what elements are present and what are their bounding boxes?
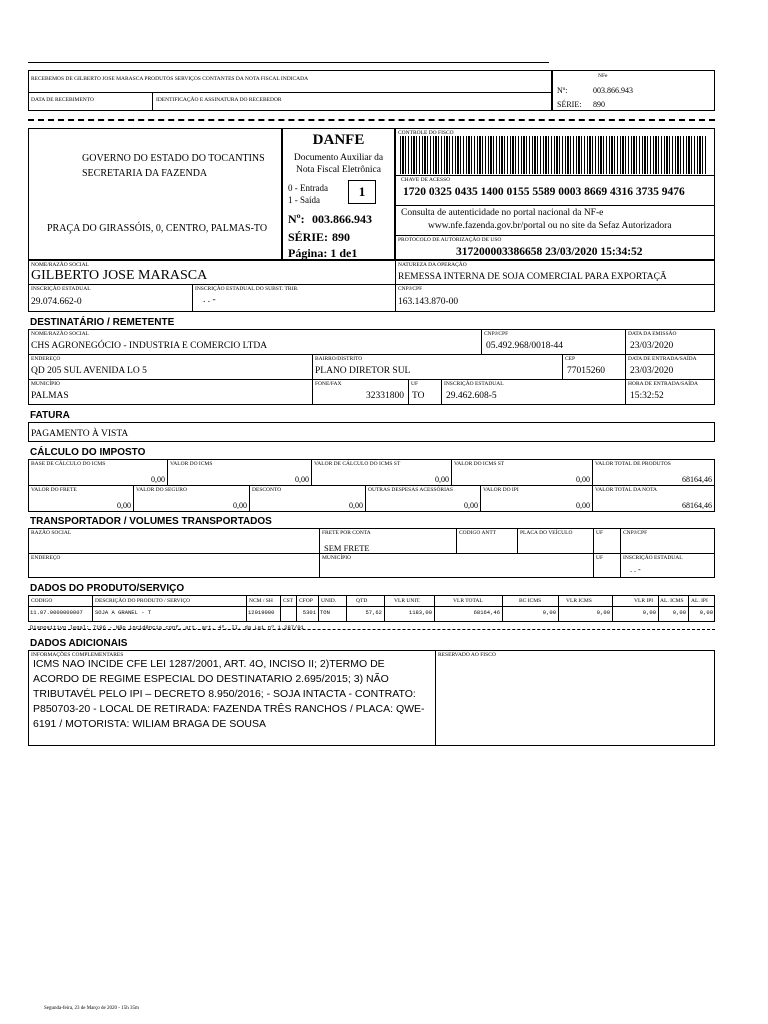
imp-desconto-label: DESCONTO	[252, 487, 282, 493]
dest-bairro: PLANO DIRETOR SUL	[315, 366, 411, 376]
imp-total-nota: 68164,46	[682, 501, 712, 510]
imp-seguro-label: VALOR DO SEGURO	[136, 487, 187, 493]
dest-cep-label: CEP	[565, 356, 576, 362]
divider	[280, 595, 281, 622]
fisco-box	[435, 650, 715, 746]
imp-ipi: 0,00	[576, 501, 590, 510]
prod-vlr-icms: 0,00	[596, 609, 610, 616]
divider	[28, 485, 715, 486]
consulta-2: www.nfe.fazenda.gov.br/portal ou no site da Sefaz Autorizadora	[428, 221, 672, 231]
divider	[395, 260, 396, 312]
imp-total-prod: 68164,46	[682, 475, 712, 484]
natureza: REMESSA INTERNA DE SOJA COMERCIAL PARA EXPORTAÇÃ	[398, 272, 667, 282]
canhoto-numero: 003.866.943	[593, 86, 633, 95]
divider	[28, 354, 715, 355]
identificacao-label: IDENTIFICAÇÃO E ASSINATURA DO RECEBEDOR	[156, 97, 282, 103]
prod-vlr-ipi: 0,00	[642, 609, 656, 616]
divider	[408, 379, 409, 405]
transp-razao-label: RAZÃO SOCIAL	[31, 530, 72, 536]
top-rule	[28, 62, 549, 63]
transp-ie: . . -	[630, 565, 641, 574]
cnpj-label: CNPJ/CPF	[398, 286, 423, 292]
prod-header-vlr-unit: VLR UNIT.	[394, 598, 421, 604]
divider	[517, 528, 518, 553]
prod-obs: Dispositivo legal: 7196 - Não incidência conf. art. art. 4º, II, da Lei nº 1.287/01	[30, 624, 304, 631]
prod-vlr-total: 68164,46	[473, 609, 500, 616]
dest-nome-label: NOME/RAZÃO SOCIAL	[31, 331, 89, 337]
imp-base-icms: 0,00	[151, 475, 165, 484]
transp-placa-label: PLACA DO VEÍCULO	[520, 530, 573, 536]
canhoto-serie: 890	[593, 100, 605, 109]
divider	[441, 379, 442, 405]
prod-header-cst: CST	[283, 598, 294, 604]
dest-cnpj: 05.492.968/0018-44	[486, 341, 564, 351]
prod-vlr-unit: 1183,00	[408, 609, 432, 616]
imp-frete: 0,00	[117, 501, 131, 510]
dest-emissao: 23/03/2020	[630, 341, 674, 351]
dest-hora: 15:32:52	[630, 391, 664, 401]
emitente-endereco: PRAÇA DO GIRASSÓIS, 0, CENTRO, PALMAS-TO	[47, 223, 268, 234]
divider	[192, 284, 193, 312]
danfe-tipo: 1	[358, 184, 366, 199]
divider	[481, 329, 482, 354]
dest-bairro-label: BAIRRO/DISTRITO	[315, 356, 363, 362]
canhoto-recebemos: RECEBEMOS DE GILBERTO JOSE MARASCA PRODUTOS SERVIÇOS CONTANTES DA NOTA FISCAL INDICADA	[31, 76, 309, 82]
info-label: INFORMAÇÕES COMPLEMENTARES	[31, 652, 124, 658]
divider	[28, 284, 715, 285]
canhoto-serie-label: SÉRIE:	[557, 100, 582, 109]
dest-endereco-label: ENDEREÇO	[31, 356, 61, 362]
produtos-title: DADOS DO PRODUTO/SERVIÇO	[30, 583, 185, 594]
prod-header-cfop: CFOP	[299, 598, 313, 604]
danfe-serie: 890	[332, 230, 350, 244]
imp-icms-label: VALOR DO ICMS	[170, 461, 213, 467]
ie-st: . . -	[203, 295, 216, 305]
transp-frete: SEM FRETE	[324, 543, 370, 553]
dest-fone: 32331800	[366, 391, 404, 401]
protocolo: 317200003386658 23/03/2020 15:34:52	[456, 246, 643, 258]
prod-ncm: 12019000	[248, 609, 275, 616]
divider	[246, 595, 247, 622]
fisco-label: RESERVADO AO FISCO	[438, 652, 496, 658]
dest-nome: CHS AGRONEGÓCIO - INDUSTRIA E COMERCIO LTDA	[31, 341, 268, 351]
canhoto-nfe-label: NFe	[598, 73, 608, 79]
prod-al-icms: 0,00	[672, 609, 686, 616]
emitente-secretaria: SECRETARIA DA FAZENDA	[82, 168, 208, 179]
dest-cnpj-label: CNPJ/CPF	[484, 331, 509, 337]
emitente-box	[28, 128, 282, 260]
emitente-nome: GILBERTO JOSE MARASCA	[31, 268, 208, 283]
dest-cep: 77015260	[567, 366, 605, 376]
divider	[28, 92, 552, 93]
transp-ie-label: INSCRIÇÃO ESTADUAL	[623, 555, 683, 561]
prod-header-unid: UNID.	[321, 598, 337, 604]
prod-header-al-icms: AL. ICMS	[660, 598, 684, 604]
imp-frete-label: VALOR DO FRETE	[31, 487, 77, 493]
cnpj: 163.143.870-00	[398, 297, 459, 307]
divider	[28, 553, 715, 554]
dest-municipio: PALMAS	[31, 391, 69, 401]
imp-seguro: 0,00	[233, 501, 247, 510]
transp-uf2-label: UF	[596, 555, 604, 561]
prod-header-vlr-icms: VLR ICMS	[566, 598, 592, 604]
danfe-title: DANFE	[312, 132, 365, 148]
cut-line	[28, 119, 715, 121]
ie-st-label: INSCRIÇÃO ESTADUAL DO SUBST. TRIB.	[195, 286, 299, 292]
divider	[625, 329, 626, 405]
danfe-numero: 003.866.943	[312, 212, 372, 226]
danfe-subtitle-2: Nota Fiscal Eletrônica	[296, 165, 381, 175]
prod-bc-icms: 0,00	[542, 609, 556, 616]
imp-ipi-label: VALOR DO IPI	[483, 487, 519, 493]
divider	[28, 379, 715, 380]
consulta-1: Consulta de autenticidade no portal nacional da NF-e	[401, 208, 604, 218]
destinatario-title: DESTINATÁRIO / REMETENTE	[30, 317, 175, 328]
imp-outras: 0,00	[464, 501, 478, 510]
imp-outras-label: OUTRAS DESPESAS ACESSÓRIAS	[368, 487, 453, 493]
dest-endereco: QD 205 SUL AVENIDA LO 5	[31, 366, 147, 376]
divider	[152, 92, 153, 111]
dest-ie-label: INSCRIÇÃO ESTADUAL	[444, 381, 504, 387]
transp-cnpj-label: CNPJ/CPF	[623, 530, 648, 536]
data-recebimento-label: DATA DE RECEBIMENTO	[31, 97, 95, 103]
emitente-nome-label: NOME/RAZÃO SOCIAL	[31, 262, 89, 268]
imp-icms-st: 0,00	[576, 475, 590, 484]
imp-total-nota-label: VALOR TOTAL DA NOTA	[595, 487, 658, 493]
prod-header-vlr-ipi: VLR IPI	[634, 598, 654, 604]
transp-antt-label: CODIGO ANTT	[459, 530, 497, 536]
imp-desconto: 0,00	[349, 501, 363, 510]
imp-total-prod-label: VALOR TOTAL DE PRODUTOS	[595, 461, 671, 467]
divider	[319, 528, 320, 578]
transportador-title: TRANSPORTADOR / VOLUMES TRANSPORTADOS	[30, 516, 272, 527]
divider	[593, 528, 594, 578]
dest-emissao-label: DATA DA EMISSÃO	[628, 331, 677, 337]
prod-header-descricao: DESCRIÇÃO DO PRODUTO / SERVIÇO	[95, 598, 191, 604]
transp-frete-label: FRETE POR CONTA	[322, 530, 371, 536]
danfe-serie-label: SÉRIE:	[288, 230, 329, 244]
transp-uf-label: UF	[596, 530, 604, 536]
fatura-box	[28, 422, 715, 442]
canhoto-numero-label: Nº:	[557, 86, 568, 95]
natureza-label: NATUREZA DA OPERAÇÃO	[398, 262, 467, 268]
divider	[395, 175, 715, 176]
divider	[395, 235, 715, 236]
prod-header-vlr-total: VLR TOTAL	[453, 598, 483, 604]
prod-descricao: SOJA A GRANEL - T	[95, 609, 152, 616]
ie: 29.074.662-0	[31, 297, 82, 307]
imposto-title: CÁLCULO DO IMPOSTO	[30, 447, 146, 458]
dest-entrada-label: DATA DE ENTRADA/SAÍDA	[628, 356, 697, 362]
danfe-pagina: Página: 1 de1	[288, 246, 358, 260]
prod-header-qtd: QTD	[356, 598, 368, 604]
chave-acesso: 1720 0325 0435 1400 0155 5589 0003 8669 4316 3735 9476	[403, 186, 685, 198]
transp-municipio-label: MUNICÍPIO	[322, 555, 352, 561]
imp-icms-st-label: VALOR DO ICMS ST	[454, 461, 505, 467]
dest-hora-label: HORA DE ENTRADA/SAÍDA	[628, 381, 698, 387]
dest-ie: 29.462.608-5	[446, 391, 497, 401]
divider	[620, 528, 621, 578]
dest-fone-label: FONE/FAX	[315, 381, 342, 387]
prod-header-al-ipi: AL. IPI	[691, 598, 708, 604]
emitente-governo: GOVERNO DO ESTADO DO TOCANTINS	[82, 153, 265, 164]
info-complementar: ICMS NAO INCIDE CFE LEI 1287/2001, ART. 4O, INCISO II; 2)TERMO DE ACORDO DE REGIME ESPECIAL DO DESTINATARIO 2.695/2015; 3) NÃO TRIBUTAVÉL PELO IPI – DECRETO 8.950/2016; - SOJA INTACTA - CONTRATO: P850703-20 - LOCAL DE RETIRADA: FAZENDA TRÊS RANCHOS / PLACA: QWE-6191 / MOTORISTA: WILIAM BRAGA DE SOUSA	[33, 658, 425, 730]
divider	[456, 528, 457, 553]
adicionais-title: DADOS ADICIONAIS	[30, 638, 128, 649]
prod-header-codigo: CODIGO	[31, 598, 53, 604]
prod-header-ncm: NCM / SH	[249, 598, 273, 604]
divider	[562, 354, 563, 379]
dest-uf: TO	[412, 391, 425, 401]
prod-codigo: 11.07.0000000007	[30, 609, 83, 616]
dest-uf-label: UF	[411, 381, 419, 387]
barcode	[400, 136, 708, 174]
prod-header-bc-icms: BC ICMS	[519, 598, 542, 604]
imp-bc-st: 0,00	[435, 475, 449, 484]
prod-cfop: 5301	[302, 609, 316, 616]
transp-endereco-label: ENDEREÇO	[31, 555, 61, 561]
danfe-subtitle-1: Documento Auxiliar da	[293, 153, 384, 163]
divider	[92, 595, 93, 622]
ie-label: INSCRIÇÃO ESTADUAL	[31, 286, 91, 292]
dest-municipio-label: MUNICÍPIO	[31, 381, 61, 387]
danfe-entrada: 0 - Entrada	[288, 183, 328, 193]
rodape-data: Segunda-feira, 23 de Março de 2020 - 15h 35m	[44, 1006, 139, 1011]
prod-al-ipi: 0,00	[699, 609, 713, 616]
controle-label: CONTROLE DO FISCO	[398, 130, 454, 136]
prod-unid: TON	[320, 609, 330, 616]
danfe-numero-label: Nº:	[288, 212, 305, 226]
prod-qtd: 57,62	[365, 609, 382, 616]
imp-base-icms-label: BASE DE CÁLCULO DO ICMS	[31, 461, 106, 467]
imp-icms: 0,00	[295, 475, 309, 484]
imp-bc-st-label: VALOR DE CÁLCULO DO ICMS ST	[314, 461, 401, 467]
chave-label: CHAVE DE ACESSO	[401, 177, 451, 183]
dest-entrada: 23/03/2020	[630, 366, 674, 376]
divider	[318, 595, 319, 622]
protocolo-label: PROTOCOLO DE AUTORIZAÇÃO DE USO	[398, 237, 502, 243]
danfe-saida: 1 - Saída	[288, 195, 320, 205]
fatura-texto: PAGAMENTO À VISTA	[31, 429, 129, 439]
fatura-title: FATURA	[30, 410, 70, 421]
divider	[395, 205, 715, 206]
